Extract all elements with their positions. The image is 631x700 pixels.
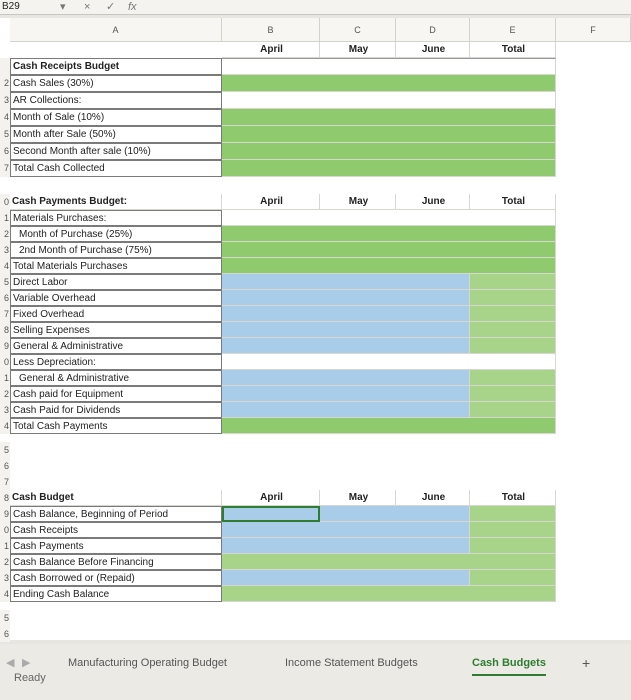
dropdown-icon[interactable]: ▾ xyxy=(60,1,66,13)
s2-input-cell[interactable] xyxy=(222,386,470,402)
s2-total-cell[interactable] xyxy=(470,322,556,338)
row-number: 2 xyxy=(0,226,10,242)
s2-row-label[interactable]: General & Administrative xyxy=(10,370,222,386)
status-text: Ready xyxy=(14,672,46,684)
spreadsheet-grid xyxy=(0,18,631,640)
s1-row-label[interactable]: Total Cash Collected xyxy=(10,160,222,177)
row-number: 4 xyxy=(0,586,10,602)
row-number: 2 xyxy=(0,554,10,570)
row-number: 1 xyxy=(0,538,10,554)
s2-total-cell[interactable] xyxy=(470,274,556,290)
s2-input-cell[interactable] xyxy=(222,306,470,322)
column-header-c[interactable]: C xyxy=(320,18,396,42)
s2-input-cell[interactable] xyxy=(222,418,556,434)
s3-input-cell[interactable] xyxy=(222,522,470,538)
row-number: 2 xyxy=(0,75,10,92)
s2-input-cell[interactable] xyxy=(222,290,470,306)
s1-row-label[interactable]: Second Month after sale (10%) xyxy=(10,143,222,160)
s3-total-cell[interactable] xyxy=(470,506,556,522)
s3-month-header[interactable]: Total xyxy=(470,490,556,506)
row-number: 6 xyxy=(0,143,10,160)
s3-input-cell[interactable] xyxy=(222,586,556,602)
s2-month-header[interactable]: April xyxy=(222,194,320,210)
s1-month-header[interactable]: Total xyxy=(470,42,556,58)
s3-month-header[interactable]: April xyxy=(222,490,320,506)
s3-month-header[interactable]: May xyxy=(320,490,396,506)
row-number: 3 xyxy=(0,402,10,418)
row-number: 9 xyxy=(0,506,10,522)
s3-title[interactable]: Cash Budget xyxy=(10,490,222,506)
tab-scroll-right-icon[interactable]: ▶ xyxy=(22,657,31,669)
s2-total-cell[interactable] xyxy=(470,402,556,418)
row-number: 5 xyxy=(0,126,10,143)
s2-row-label[interactable]: 2nd Month of Purchase (75%) xyxy=(10,242,222,258)
enter-icon[interactable]: ✓ xyxy=(106,1,116,13)
s2-row-label[interactable]: Total Cash Payments xyxy=(10,418,222,434)
s2-input-cell[interactable] xyxy=(222,274,470,290)
s2-row-label[interactable]: Total Materials Purchases xyxy=(10,258,222,274)
s2-input-cell[interactable] xyxy=(222,242,556,258)
row-number: 3 xyxy=(0,570,10,586)
s3-row-label[interactable]: Ending Cash Balance xyxy=(10,586,222,602)
row-number: 9 xyxy=(0,338,10,354)
s1-header-row[interactable] xyxy=(222,58,556,75)
row-number: 7 xyxy=(0,474,10,490)
s1-row-label[interactable]: Month of Sale (10%) xyxy=(10,109,222,126)
name-box[interactable]: B29 xyxy=(2,1,20,12)
s3-row-label[interactable]: Cash Payments xyxy=(10,538,222,554)
s3-input-cell[interactable] xyxy=(222,570,470,586)
s2-row-label[interactable]: General & Administrative xyxy=(10,338,222,354)
row-number: 1 xyxy=(0,210,10,226)
row-number: 8 xyxy=(0,322,10,338)
s2-row-label[interactable]: Less Depreciation: xyxy=(10,354,222,370)
row-number: 0 xyxy=(0,194,10,210)
row-number: 3 xyxy=(0,92,10,109)
s2-input-cell[interactable] xyxy=(222,258,556,274)
row-number: 7 xyxy=(0,306,10,322)
tab-scroll-left-icon[interactable]: ◀ xyxy=(6,657,15,669)
row-number: 5 xyxy=(0,442,10,458)
s3-total-cell[interactable] xyxy=(470,538,556,554)
s1-empty-row[interactable] xyxy=(222,92,556,109)
s2-input-cell[interactable] xyxy=(222,370,470,386)
selected-cell-b29[interactable] xyxy=(222,506,320,522)
s2-input-cell[interactable] xyxy=(222,322,470,338)
s1-input-cell[interactable] xyxy=(222,75,556,92)
s3-month-header[interactable]: June xyxy=(396,490,470,506)
s2-input-cell[interactable] xyxy=(222,338,470,354)
formula-bar xyxy=(0,0,631,15)
row-number: 3 xyxy=(0,242,10,258)
s3-input-cell[interactable] xyxy=(222,554,556,570)
row-number: 5 xyxy=(0,610,10,626)
s2-input-cell[interactable] xyxy=(222,402,470,418)
s3-input-cell[interactable] xyxy=(320,506,470,522)
s1-input-cell[interactable] xyxy=(222,143,556,160)
row-number: 2 xyxy=(0,386,10,402)
s2-row-label[interactable]: Selling Expenses xyxy=(10,322,222,338)
row-number: 0 xyxy=(0,354,10,370)
s2-row-label[interactable]: Cash Paid for Dividends xyxy=(10,402,222,418)
s2-total-cell[interactable] xyxy=(470,338,556,354)
column-header-d[interactable]: D xyxy=(396,18,470,42)
row-number: 6 xyxy=(0,626,10,642)
cancel-icon[interactable]: × xyxy=(84,1,91,13)
s1-input-cell[interactable] xyxy=(222,126,556,143)
s2-total-cell[interactable] xyxy=(470,306,556,322)
sheet-tab-bar xyxy=(0,644,631,700)
s2-row-label[interactable]: Variable Overhead xyxy=(10,290,222,306)
row-number xyxy=(0,58,10,75)
s3-total-cell[interactable] xyxy=(470,522,556,538)
s2-row-label[interactable]: Fixed Overhead xyxy=(10,306,222,322)
row-number: 4 xyxy=(0,418,10,434)
column-header-a[interactable]: A xyxy=(10,18,222,42)
s2-total-cell[interactable] xyxy=(470,290,556,306)
row-number: 8 xyxy=(0,490,10,506)
add-sheet-button[interactable]: + xyxy=(582,655,591,671)
s1-input-cell[interactable] xyxy=(222,109,556,126)
column-header-f[interactable]: F xyxy=(556,18,631,42)
row-number: 4 xyxy=(0,258,10,274)
tab-cash-budgets[interactable]: Cash Budgets xyxy=(472,652,546,676)
function-icon[interactable]: fx xyxy=(128,1,137,13)
column-header-b[interactable]: B xyxy=(222,18,320,42)
s2-row-label[interactable]: Month of Purchase (25%) xyxy=(10,226,222,242)
s3-input-cell[interactable] xyxy=(222,538,470,554)
row-number: 1 xyxy=(0,370,10,386)
s2-month-header[interactable]: Total xyxy=(470,194,556,210)
row-number: 7 xyxy=(0,160,10,177)
tab-manufacturing-operating-budget[interactable]: Manufacturing Operating Budget xyxy=(68,657,227,669)
s2-month-header[interactable]: June xyxy=(396,194,470,210)
s1-title[interactable]: Cash Receipts Budget xyxy=(10,58,222,75)
tab-income-statement-budgets[interactable]: Income Statement Budgets xyxy=(285,657,418,669)
s3-total-cell[interactable] xyxy=(470,570,556,586)
s2-month-header[interactable]: May xyxy=(320,194,396,210)
column-header-e[interactable]: E xyxy=(470,18,556,42)
s1-month-header[interactable]: June xyxy=(396,42,470,58)
s2-title[interactable]: Cash Payments Budget: xyxy=(10,194,222,210)
s3-row-label[interactable]: Cash Balance Before Financing xyxy=(10,554,222,570)
s3-row-label[interactable]: Cash Balance, Beginning of Period xyxy=(10,506,222,522)
s2-total-cell[interactable] xyxy=(470,370,556,386)
s2-row-label[interactable]: Cash paid for Equipment xyxy=(10,386,222,402)
row-number: 5 xyxy=(0,274,10,290)
s3-row-label[interactable]: Cash Receipts xyxy=(10,522,222,538)
s1-input-cell[interactable] xyxy=(222,160,556,177)
row-number: 0 xyxy=(0,522,10,538)
s1-row-label[interactable]: Cash Sales (30%) xyxy=(10,75,222,92)
s1-row-label[interactable]: Month after Sale (50%) xyxy=(10,126,222,143)
row-number: 4 xyxy=(0,109,10,126)
s2-empty-row[interactable] xyxy=(222,354,556,370)
s3-row-label[interactable]: Cash Borrowed or (Repaid) xyxy=(10,570,222,586)
s2-row-label[interactable]: Direct Labor xyxy=(10,274,222,290)
s2-row-label[interactable]: Materials Purchases: xyxy=(10,210,222,226)
row-number: 6 xyxy=(0,290,10,306)
s1-row-label[interactable]: AR Collections: xyxy=(10,92,222,109)
s2-input-cell[interactable] xyxy=(222,226,556,242)
s1-month-header[interactable]: May xyxy=(320,42,396,58)
s2-empty-row[interactable] xyxy=(222,210,556,226)
s2-total-cell[interactable] xyxy=(470,386,556,402)
s1-month-header[interactable]: April xyxy=(222,42,320,58)
row-number: 6 xyxy=(0,458,10,474)
